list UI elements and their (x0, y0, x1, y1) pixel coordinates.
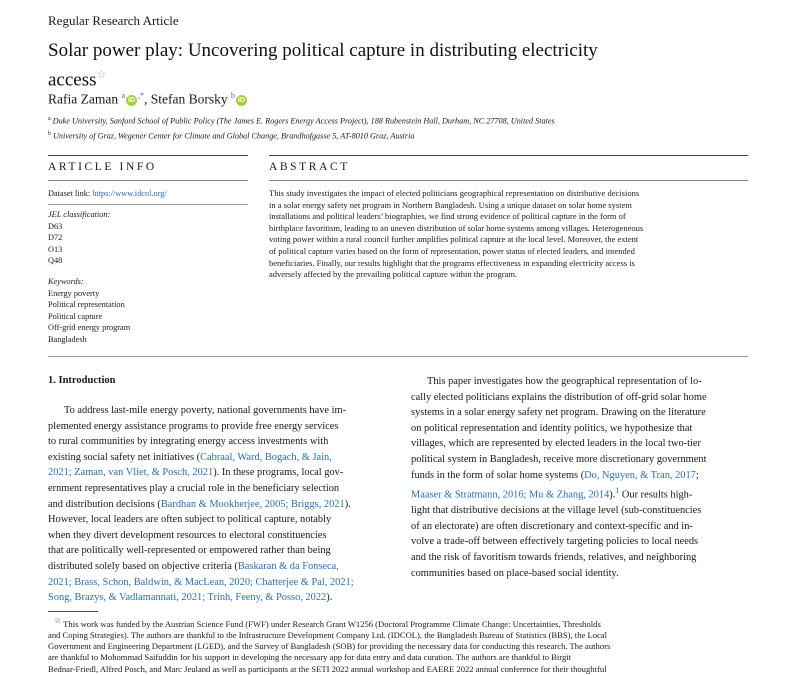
jel-code: D72 (48, 233, 63, 243)
divider (269, 180, 748, 181)
body-line: on political representation and identity politics, we hypothesize that (411, 422, 693, 434)
divider (48, 356, 748, 357)
abstract-line: adversely affected by the prevailing political capture within the program. (269, 269, 518, 280)
keyword: Political representation (48, 300, 125, 310)
body-line: cally elected politicians explains the distribution of off-grid solar home (411, 391, 707, 403)
abstract-line: This study investigates the impact of elected politicians geographical representation on distributive decisions (269, 188, 640, 198)
body-line (48, 497, 386, 513)
text: ). (326, 592, 333, 604)
affil-mark: b (48, 130, 51, 137)
affil-text: Duke University, Sanford School of Public Policy (The James E. Rogers Energy Access Project), 188 Rubenstein Hall, Durham, NC 27708, United States (52, 116, 555, 126)
citation-link[interactable]: 2021; Zaman, van Vliet, & Posch, 2021 (48, 467, 214, 479)
footnote-line: Government and Engineering Department (LGED), and the Survey of Bangladesh (SOB) for providing the necessary data for conducting this research. The authors (48, 641, 611, 652)
abstract-line: voting power within a rural council further amplifies political capture at the local level. Moreover, the extent (269, 234, 639, 245)
intro-left-column (48, 403, 386, 606)
body-line (411, 483, 749, 503)
article-info-heading: ARTICLE INFO (48, 161, 157, 173)
body-line: systems in a solar energy safety net program. Drawing on the literature (411, 407, 706, 419)
body-line (411, 468, 749, 484)
body-line: villages, which are represented by elected leaders in the local two-tier (411, 438, 701, 450)
article-type: Regular Research Article (48, 13, 179, 28)
footnote-mark[interactable]: 1 (615, 486, 620, 496)
divider (48, 155, 248, 156)
citation-link[interactable]: Cabraal, Ward, Bogach, & Jain, (200, 451, 332, 463)
footnote-star-icon: ☆ (54, 616, 62, 625)
dataset-label: Dataset link: (48, 189, 91, 198)
abstract-heading: ABSTRACT (269, 161, 350, 173)
body-line: To address last-mile energy poverty, national governments have im- (64, 405, 347, 416)
body-line: communities based on place-based social identity. (411, 567, 619, 579)
author-2-affil-mark[interactable]: b (231, 91, 236, 100)
affiliation-a (48, 113, 748, 128)
abstract-line: in a solar energy safety net program in Northern Bangladesh. Using a unique dataset on solar home system (269, 199, 632, 210)
body-line: that are politically well-represented or empowered rather than being (48, 545, 331, 557)
jel-code: D63 (48, 221, 63, 231)
body-line (48, 559, 386, 575)
text: ). (344, 498, 351, 510)
text: ). (609, 489, 616, 501)
jel-code: Q48 (48, 256, 63, 266)
body-line: when they divert development resources to electoral constituencies (48, 529, 327, 541)
section-heading: 1. Introduction (48, 375, 116, 386)
text: existing social safety net initiatives ( (48, 451, 201, 463)
body-line: political system in Bangladesh, receive more discretionary government (411, 453, 707, 465)
title-line-2: access (48, 69, 97, 91)
text: funds in the form of solar home systems ( (411, 469, 585, 481)
divider (269, 155, 748, 156)
jel-label: JEL classification: (48, 210, 111, 219)
footnote-divider (48, 611, 98, 612)
affil-mark: a (48, 116, 51, 122)
body-line (48, 575, 386, 591)
keyword: Bangladesh (48, 334, 87, 344)
body-line: volve a trade-off between effectively targeting policies to local needs (411, 536, 699, 548)
body-line: of an electorate) are often discretionary and context-specific and in- (411, 520, 693, 532)
footnote-line (48, 615, 748, 630)
body-line: ernment representatives play a crucial role in the beneficiary selection (48, 482, 340, 494)
footnote-line: are thankful to Mohommad Saifuddin for his support in developing the necessary app for data entry and data curation. The authors are thankful to Birgit (48, 652, 572, 663)
author-1-name[interactable]: Rafia Zaman (48, 91, 119, 107)
keywords-block (48, 276, 248, 346)
keywords-label: Keywords: (48, 277, 84, 286)
citation-link[interactable]: Song, Brazys, & Vadlamannati, 2021; Trinh, Feeny, & Posso, 2022 (48, 592, 327, 604)
abstract-line: of political capture varies based on the form of representation, power status of elected leaders, and intended (269, 245, 635, 256)
dataset-link (48, 188, 248, 200)
footnote (48, 615, 748, 675)
text: Our results high- (619, 489, 693, 501)
jel-code: O13 (48, 244, 63, 254)
body-line: and the risk of favoritism towards friends, relatives, and neighboring (411, 552, 697, 563)
orcid-icon[interactable]: iD (238, 96, 246, 104)
divider (48, 204, 248, 205)
intro-right-column (411, 374, 749, 581)
citation-link[interactable]: Bardhan & Mookherjee, 2005; Briggs, 2021 (160, 498, 345, 510)
affiliations (48, 113, 748, 142)
jel-block (48, 209, 248, 267)
divider (48, 180, 248, 181)
article-info (48, 188, 248, 200)
author-1-affil-mark[interactable]: a (121, 91, 126, 100)
dataset-url-link[interactable]: https://www.idcol.org/ (92, 189, 167, 198)
title-star-icon[interactable]: ☆ (96, 69, 107, 81)
body-line: to rural communities by integrating energy access investments with (48, 436, 329, 448)
body-line (48, 450, 386, 466)
author-2-name[interactable]: Stefan Borsky (150, 91, 228, 107)
citation-link[interactable]: 2021; Brass, Schon, Baldwin, & MacLean, 2020; Chatterjee & Pal, 2021; (48, 576, 354, 588)
text: and distribution decisions ( (48, 498, 161, 510)
abstract-line: beneficiaries. Finally, our results highlight that the programs effectiveness in expanding electricity access is (269, 257, 635, 268)
abstract-text (269, 188, 748, 281)
author-list (48, 91, 248, 108)
body-line: However, local leaders are often subject to political capture, notably (48, 514, 332, 526)
keyword: Political capture (48, 311, 103, 321)
body-line (48, 590, 386, 606)
citation-link[interactable]: Baskaran & da Fonseca, (237, 560, 339, 572)
footnote-line: Bednar-Friedl, Alfred Posch, and Marc Jeuland as well as participants at the SETI 2022 annual workshop and EAERE 2022 annual conference for their thoughtful (48, 663, 607, 674)
citation-link[interactable]: Maaser & Stratmann, 2016; Mu & Zhang, 2014 (411, 489, 610, 501)
orcid-icon[interactable]: iD (128, 96, 136, 104)
keyword: Energy poverty (48, 288, 100, 298)
title-line-1: Solar power play: Uncovering political capture in distributing electricity (48, 40, 598, 61)
text: distributed solely based on objective criteria ( (48, 560, 238, 572)
keyword: Off-grid energy program (48, 323, 131, 333)
text: ). In these programs, local gov- (213, 467, 344, 479)
text: ; (695, 469, 699, 481)
body-line: This paper investigates how the geographical representation of lo- (427, 376, 702, 387)
body-line (48, 465, 386, 481)
text: This work was funded by the Austrian Science Fund (FWF) under Research Grant W1256 (Doctoral Programme Climate Change: Uncertainties, Thresholds (63, 618, 601, 629)
body-line: plemented energy assistance programs to provide free energy services (48, 420, 339, 432)
paper-title (48, 39, 748, 92)
citation-link[interactable]: Do, Nguyen, & Tran, 2017 (584, 469, 696, 481)
abstract-line: birthplace favoritism, leading to an uneven distribution of solar home systems among villages. Heterogeneous (269, 222, 644, 233)
author-1-corresponding-mark[interactable]: ,* (138, 91, 145, 100)
footnote-line: and Coping Strategies). The authors are thankful to the Infrastructure Development Company Ltd. (IDCOL), the Bangladesh Bureau of Statistics (BBS), the Local (48, 630, 608, 641)
body-line: light that distributive decisions at the village level (sub-constituencies (411, 505, 702, 517)
abstract-line: installations and political leaders’ biographies, we find strong evidence of political capture in the form of (269, 211, 626, 222)
affiliation-b (48, 128, 748, 143)
author-separator: , (144, 91, 151, 107)
affil-text: University of Graz, Wegener Center for Climate and Global Change, Brandhofgasse 5, AT-8010 Graz, Austria (53, 131, 415, 141)
